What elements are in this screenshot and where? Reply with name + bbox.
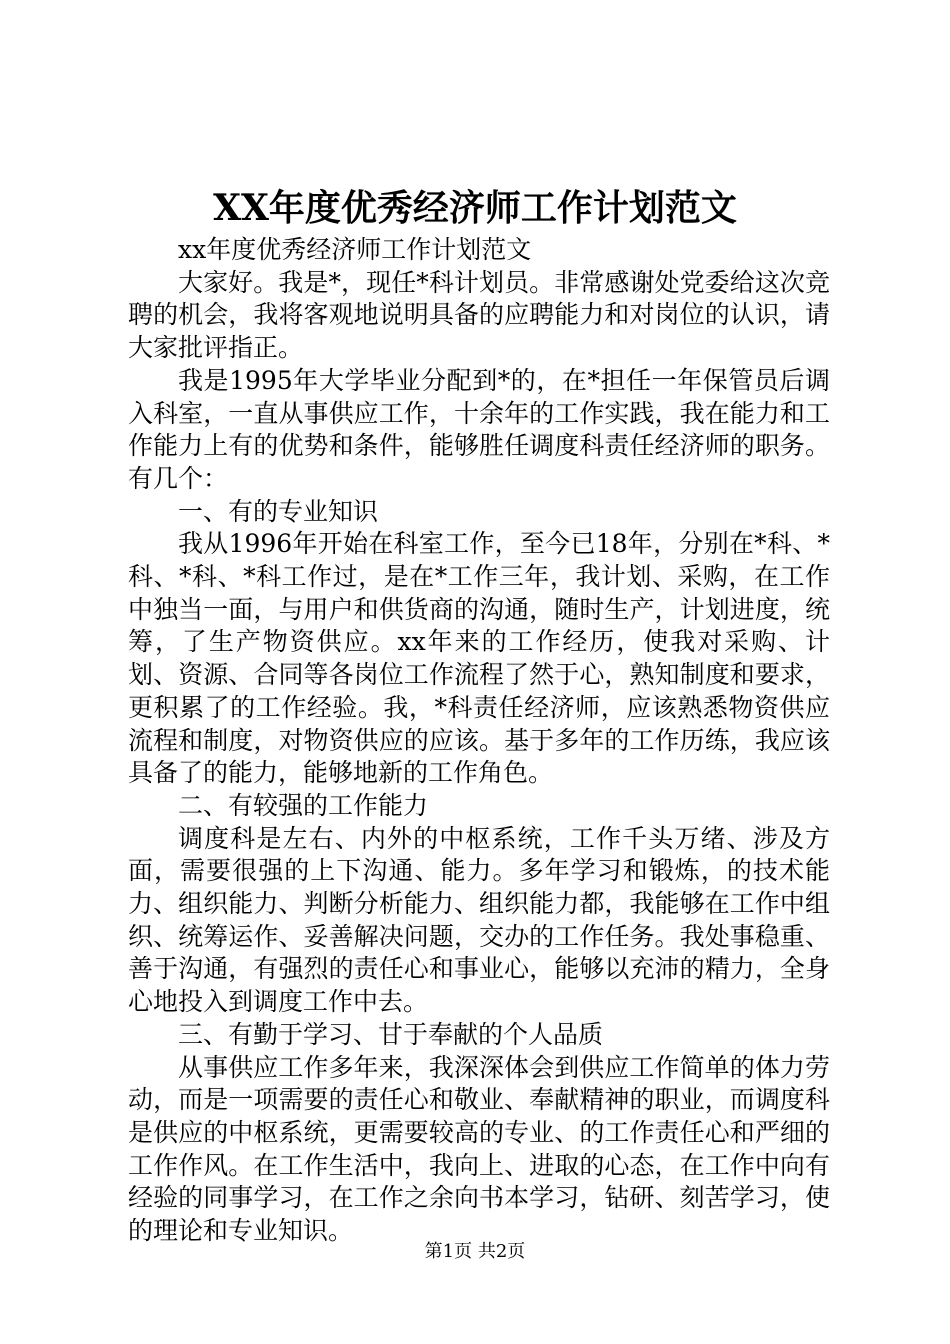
section-heading-2: 二、有较强的工作能力 — [178, 790, 429, 820]
page-number-footer: 第1页 共2页 — [424, 1241, 526, 1262]
document-subtitle: xx年度优秀经济师工作计划范文 — [178, 235, 532, 264]
paragraph-quality: 从事供应工作多年来，我深深体会到供应工作简单的体力劳动，而是一项需要的责任心和敬业、奉献精神的职业，而调度科是供应的中枢系统，更需要较高的专业、的工作责任心和严细的工作作风。在工作生活中，我向上、进取的心态，在工作中向有经验的同事学习，在工作之余向书本学习，钻研、刻苦学习，使的理论和专业知识。 — [128, 1052, 830, 1246]
section-heading-3: 三、有勤于学习、甘于奉献的个人品质 — [178, 1019, 604, 1049]
document-title: XX年度优秀经济师工作计划范文 — [213, 187, 737, 229]
paragraph-knowledge: 我从1996年开始在科室工作，至今已18年，分别在*科、*科、*科、*科工作过，是在*工作三年，我计划、采购，在工作中独当一面，与用户和供货商的沟通，随时生产，计划进度，统筹，了生产物资供应。xx年来的工作经历，使我对采购、计划、资源、合同等各岗位工作流程了然于心，熟知制度和要求，更积累了的工作经验。我，*科责任经济师，应该熟悉物资供应流程和制度，对物资供应的应该。基于多年的工作历练，我应该具备了的能力，能够地新的工作角色。 — [128, 529, 830, 788]
section-heading-1: 一、有的专业知识 — [178, 496, 379, 526]
paragraph-background: 我是1995年大学毕业分配到*的，在*担任一年保管员后调入科室，一直从事供应工作，十余年的工作实践，我在能力和工作能力上有的优势和条件，能够胜任调度科责任经济师的职务。有几个： — [128, 365, 830, 493]
document-body — [128, 234, 830, 1248]
paragraph-greeting: 大家好。我是*，现任*科计划员。非常感谢处党委给这次竞聘的机会，我将客观地说明具备的应聘能力和对岗位的认识，请大家批评指正。 — [128, 267, 830, 363]
paragraph-ability: 调度科是左右、内外的中枢系统，工作千头万绪、涉及方面，需要很强的上下沟通、能力。多年学习和锻炼，的技术能力、组织能力、判断分析能力、组织能力都，我能够在工作中组织、统筹运作、妥善解决问题，交办的工作任务。我处事稳重、善于沟通，有强烈的责任心和事业心，能够以充沛的精力，全身心地投入到调度工作中去。 — [128, 823, 830, 1017]
